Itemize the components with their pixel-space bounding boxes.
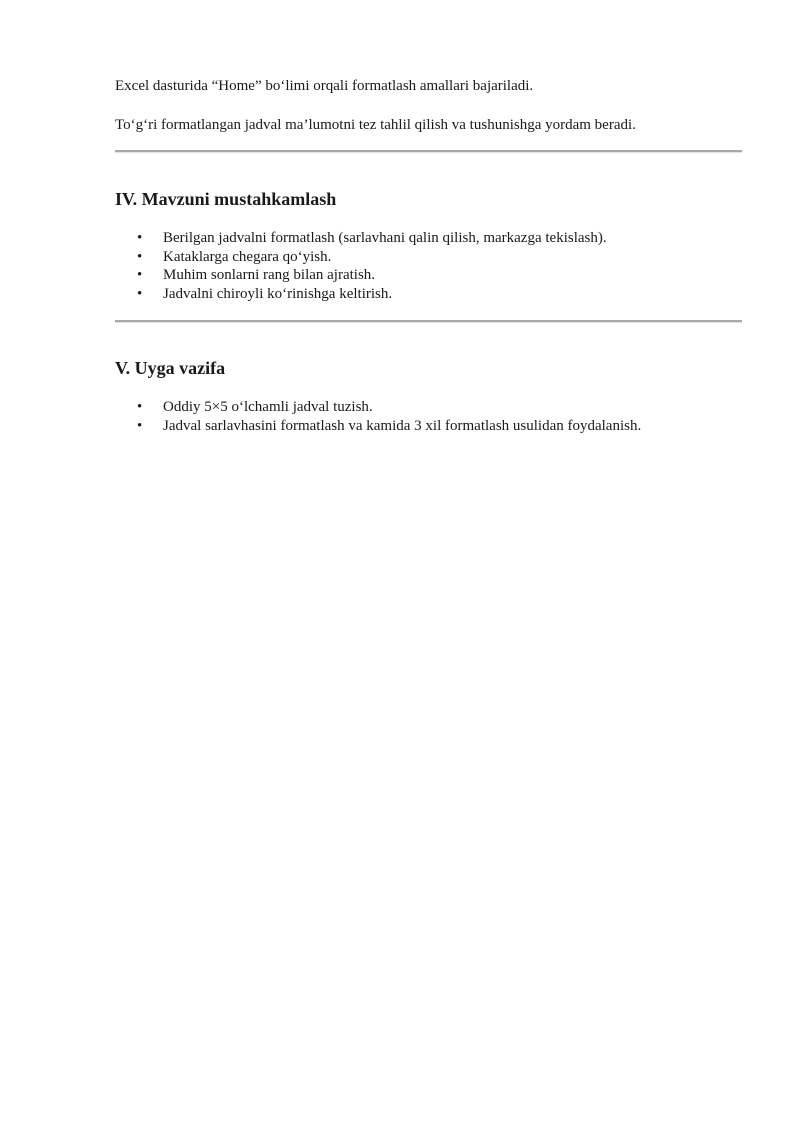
- section-heading-iv: IV. Mavzuni mustahkamlash: [115, 189, 337, 209]
- list-item-text: Jadval sarlavhasini formatlash va kamida 3 xil formatlash usulidan foydalanish.: [163, 417, 642, 434]
- bullet-icon: •: [137, 230, 143, 246]
- bullet-icon: •: [137, 417, 143, 434]
- bullet-icon: •: [137, 399, 143, 415]
- intro-paragraph-1: Excel dasturida “Home” bo‘limi orqali formatlash amallari bajariladi.: [115, 78, 534, 94]
- section-v-list: [115, 398, 641, 435]
- intro-paragraph-2: To‘g‘ri formatlangan jadval ma’lumotni tez tahlil qilish va tushunishga yordam beradi.: [115, 117, 636, 133]
- horizontal-rule: [115, 320, 742, 323]
- bullet-icon: •: [137, 248, 143, 265]
- section-heading-v: V. Uyga vazifa: [115, 358, 226, 378]
- bullet-icon: •: [137, 267, 143, 283]
- list-item-text: Berilgan jadvalni formatlash (sarlavhani qalin qilish, markazga tekislash).: [163, 230, 607, 246]
- list-item: [115, 285, 607, 304]
- horizontal-rule: [115, 150, 742, 153]
- list-item: [115, 398, 641, 417]
- list-item: [115, 266, 607, 285]
- list-item-text: Jadvalni chiroyli ko‘rinishga keltirish.: [163, 285, 393, 302]
- section-iv-list: [115, 229, 607, 303]
- list-item: [115, 229, 607, 248]
- list-item-text: Muhim sonlarni rang bilan ajratish.: [163, 267, 376, 283]
- list-item-text: Oddiy 5×5 o‘lchamli jadval tuzish.: [163, 399, 373, 415]
- list-item: [115, 248, 607, 267]
- list-item: [115, 417, 641, 436]
- list-item-text: Kataklarga chegara qo‘yish.: [163, 248, 332, 265]
- bullet-icon: •: [137, 285, 143, 302]
